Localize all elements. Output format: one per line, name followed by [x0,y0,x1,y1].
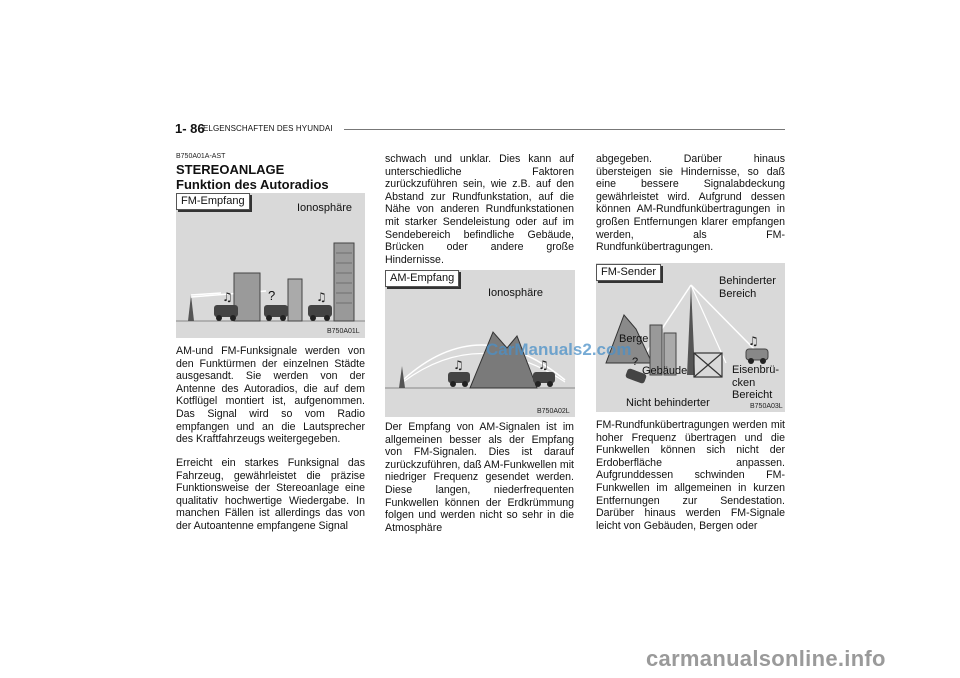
figure-fm-reception [176,193,365,338]
watermark-bottom: carmanualsonline.info [646,646,886,671]
ionosphere-label: Ionosphäre [297,202,353,214]
svg-text:♫: ♫ [453,358,464,372]
page-number: 1- 86 [175,121,205,136]
ionosphere-label: Ionosphäre [488,287,544,299]
svg-text:♫: ♫ [748,334,759,348]
section-title: ELGENSCHAFTEN DES HYUNDAI [203,124,333,133]
radio-tower-icon [399,366,405,388]
building-label: Gebäude [642,365,688,377]
col3-paragraph-1: abgegeben. Darüber hinaus übersteigen sie Hindernisse, so daß eine bessere Signalabdeckung gewährleistet wird. Aufgrund dessen können AM-Rundfunkübertragungen in großen Entfernungen klarer empfangen werden, als FM-Rundfunkübertragungen. [596,153,785,254]
car-icon [533,372,555,387]
mountain-label: Berge [619,333,649,345]
figure-code: B750A03L [750,403,783,410]
col2-paragraph-1: schwach und unklar. Dies kann auf unterschiedliche Faktoren zurückzuführen sein, wie z.B. auf den Abstand zur Rundfunkstation, auf die Nähe von anderen Rundfunkstationen mit starker Sendeleistung oder auf im Sendebereich befindliche Gebäude, Brücken oder andere große Hindernisse. [385,153,574,266]
figure-tag: FM-Sender [596,264,661,281]
bridge-icon [694,353,722,377]
figure-tag: AM-Empfang [385,270,459,287]
col2-paragraph-2: Der Empfang von AM-Signalen ist im allgemeinen besser als der Empfang von FM-Signalen. Dies ist darauf zurückzuführen, daß AM-Funkwellen mit niedriger Frequenz gesendet werden. Diese langen, niederfrequenten Funkwellen können der Erdkrümmung folgen und werden nicht so sehr in die Atmosphäre [385,421,574,534]
car-icon [214,305,238,321]
col3-paragraph-2: FM-Rundfunkübertragungen werden mit hoher Frequenz übertragen und die Funkwellen können sich nicht der Erdoberfläche anpassen. Aufgrunddessen schwinden FM-Funkwellen im allgemeinen in kurzen Entfernungen zur Sendestation. Darüber hinaus werden FM-Signale leicht von Gebäuden, Bergen oder [596,419,785,532]
question-mark: ? [268,288,276,303]
bridge-area-label: Eisenbrü- cken Bereicht [732,364,780,401]
car-icon [746,349,768,364]
car-icon [264,305,288,321]
fm-reception-illustration [176,193,365,338]
figure-code: B750A01L [327,328,360,335]
unobstructed-label: Nicht behinderter [626,397,710,409]
car-icon [308,305,332,321]
figure-fm-sender [596,263,785,412]
col1-paragraph-2: Erreicht ein starkes Funksignal das Fahrzeug, gewährleistet die präzise Funktionsweise der Stereoanlage eine qualitativ hochwertige Wiedergabe. In manchen Fällen ist allerdings das von der Autoantenne empfangene Signal [176,457,365,532]
section-code: B750A01A-AST [176,153,226,160]
header-rule [344,129,785,130]
svg-text:♫: ♫ [538,358,549,372]
car-icon [448,372,470,387]
heading-line-2: Funktion des Autoradios [176,177,329,192]
building-icon [288,279,302,321]
obstructed-area-label: Behinderter Bereich [719,275,776,300]
question-mark: ? [632,356,639,368]
figure-tag: FM-Empfang [176,193,250,210]
radio-tower-icon [188,295,194,321]
section-heading [176,162,329,192]
building-icon [334,243,354,321]
figure-code: B750A02L [537,408,570,415]
svg-text:♫: ♫ [222,290,233,304]
svg-text:♫: ♫ [316,290,327,304]
watermark-top: CarManuals2.com [486,340,632,359]
heading-line-1: STEREOANLAGE [176,162,285,177]
col1-paragraph-1: AM-und FM-Funksignale werden von den Funktürmen der einzelnen Städte ausgesandt. Sie werden von der Antenne des Autoradios, die auf dem Kotflügel montiert ist, aufgenommen. Das Signal wird so vom Radio empfangen und an die Lautsprecher des Kraftfahrzeugs weitergegeben. [176,345,365,446]
